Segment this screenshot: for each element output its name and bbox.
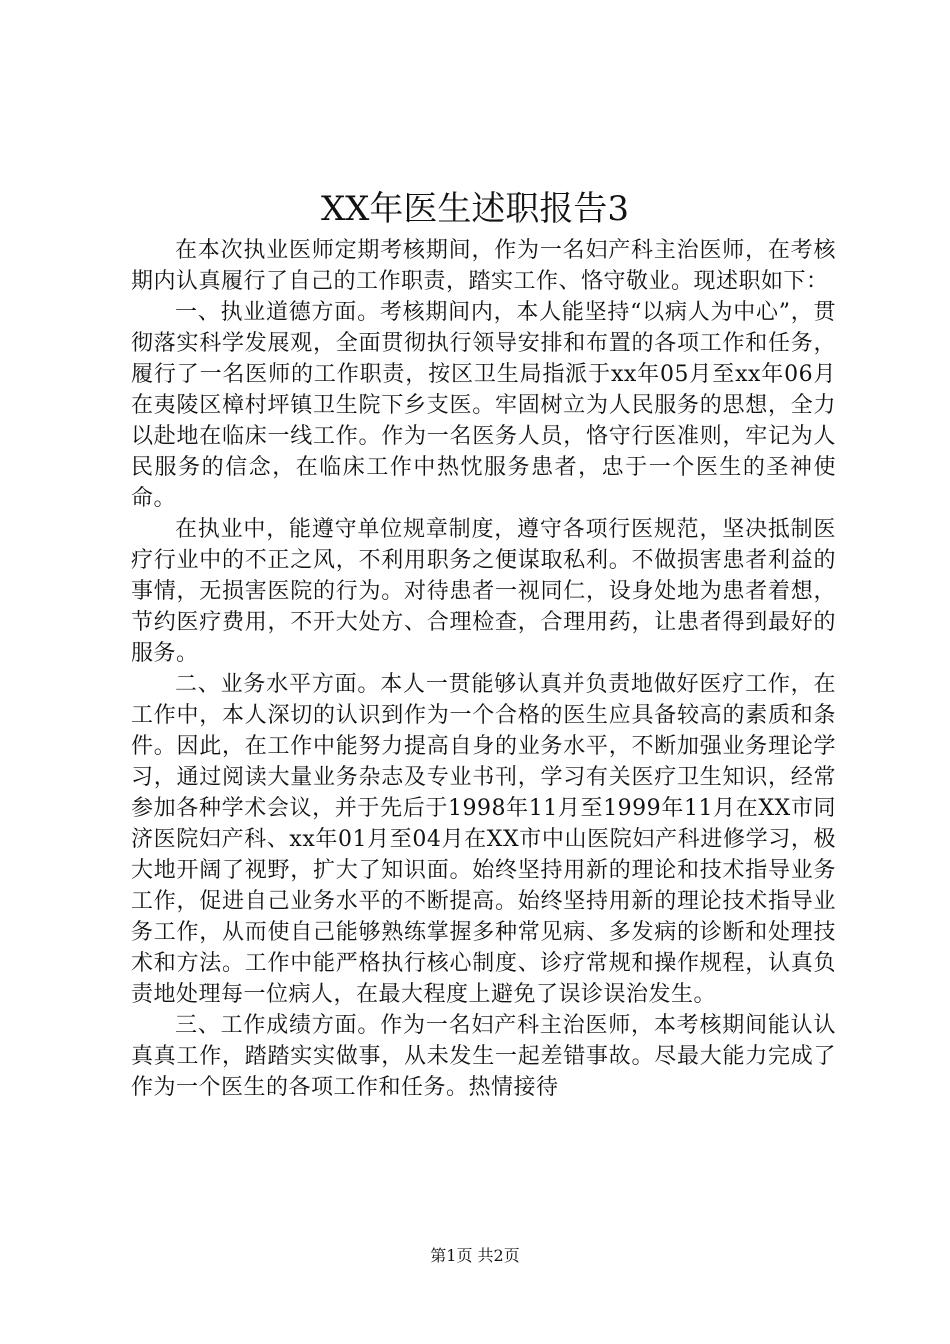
page-footer: 第1页 共2页: [430, 1246, 520, 1265]
paragraph-intro: 在本次执业医师定期考核期间，作为一名妇产科主治医师，在考核期内认真履行了自己的工作职责，踏实工作、恪守敬业。现述职如下：: [131, 238, 836, 294]
paragraph-skills: 二、业务水平方面。本人一贯能够认真并负责地做好医疗工作，在工作中，本人深切的认识到作为一个合格的医生应具备较高的素质和条件。因此，在工作中能努力提高自身的业务水平，不断加强业务理论学习，通过阅读大量业务杂志及专业书刊，学习有关医疗卫生知识，经常参加各种学术会议，并于先后于1998年11月至1999年11月在XX市同济医院妇产科、xx年01月至04月在XX市中山医院妇产科进修学习，极大地开阔了视野，扩大了知识面。始终坚持用新的理论和技术指导业务工作，促进自己业务水平的不断提高。始终坚持用新的理论技术指导业务工作，从而使自己能够熟练掌握多种常见病、多发病的诊断和处理技术和方法。工作中能严格执行核心制度、诊疗常规和操作规程，认真负责地处理每一位病人，在最大程度上避免了误诊误治发生。: [131, 672, 836, 1007]
paragraph-practice: 在执业中，能遵守单位规章制度，遵守各项行医规范，坚决抵制医疗行业中的不正之风，不利用职务之便谋取私利。不做损害患者利益的事情，无损害医院的行为。对待患者一视同仁，设身处地为患者着想，节约医疗费用，不开大处方、合理检查，合理用药，让患者得到最好的服务。: [131, 517, 836, 666]
document-title: XX年医生述职报告3: [320, 189, 630, 229]
document-body: [131, 235, 836, 1103]
paragraph-achievements: 三、工作成绩方面。作为一名妇产科主治医师，本考核期间能认认真真工作，踏踏实实做事，从未发生一起差错事故。尽最大能力完成了作为一个医生的各项工作和任务。热情接待: [131, 1013, 836, 1100]
paragraph-ethics: 一、执业道德方面。考核期间内，本人能坚持“以病人为中心”，贯彻落实科学发展观，全面贯彻执行领导安排和布置的各项工作和任务，履行了一名医师的工作职责，按区卫生局指派于xx年05月至xx年06月在夷陵区樟村坪镇卫生院下乡支医。牢固树立为人民服务的思想，全力以赴地在临床一线工作。作为一名医务人员，恪守行医准则，牢记为人民服务的信念，在临床工作中热忱服务患者，忠于一个医生的圣神使命。: [131, 300, 836, 511]
